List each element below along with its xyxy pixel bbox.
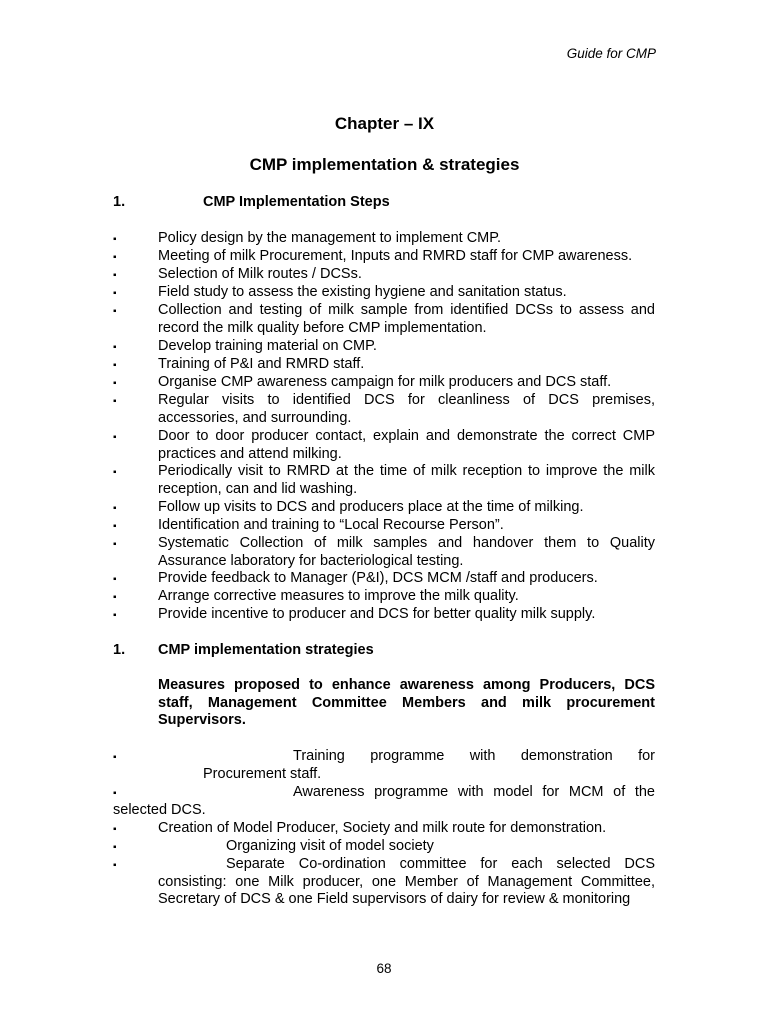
section-number: 1. [113,194,126,210]
bullet-icon: ▪ [113,503,117,514]
word: for [638,748,655,764]
word: demonstration [520,748,613,764]
bullet-icon: ▪ [113,378,117,389]
strategies-intro: Measures proposed to enhance awareness among Producers, DCS staff, Management Committee Members and milk procurement Supervisors. [158,677,655,729]
list-item: Arrange corrective measures to improve the milk quality. [158,588,519,604]
bullet-icon: ▪ [113,592,117,603]
section-title: CMP Implementation Steps [203,194,390,210]
bullet-icon: ▪ [113,788,117,799]
word: programme [370,748,445,764]
list-item: Periodically visit to RMRD at the time of milk reception to improve the milk reception, can and lid washing. [158,463,655,497]
list-item: Awareness programme with model for MCM of the [293,784,655,800]
page-number: 68 [376,961,392,976]
bullet-icon: ▪ [113,752,117,763]
list-item: Door to door producer contact, explain and demonstrate the correct CMP practices and attend milking. [158,428,655,462]
list-item: Field study to assess the existing hygiene and sanitation status. [158,284,567,300]
bullet-icon: ▪ [113,360,117,371]
list-item-continuation: Procurement staff. [203,766,322,782]
bullet-icon: ▪ [113,860,117,871]
list-item: Creation of Model Producer, Society and milk route for demonstration. [158,820,607,836]
list-item: Separate Co-ordination committee for each selected DCS consisting: one Milk producer, one Member of Management Committee, Secretary of DCS & one Field supervisors of dairy for review & monitoring [158,856,655,908]
bullet-icon: ▪ [113,574,117,585]
word: with [469,748,496,764]
bullet-icon: ▪ [113,270,117,281]
list-item-continuation: selected DCS. [113,802,206,818]
list-item: Provide feedback to Manager (P&I), DCS MCM /staff and producers. [158,570,598,586]
list-item: Organise CMP awareness campaign for milk producers and DCS staff. [158,374,612,390]
bullet-icon: ▪ [113,234,117,245]
bullet-icon: ▪ [113,432,117,443]
list-item: Develop training material on CMP. [158,338,377,354]
bullet-icon: ▪ [113,824,117,835]
bullet-icon: ▪ [113,521,117,532]
bullet-icon: ▪ [113,396,117,407]
chapter-title: Chapter – IX [334,114,435,133]
list-item: Identification and training to “Local Recourse Person”. [158,517,504,533]
word: Training [293,748,345,764]
list-item: Systematic Collection of milk samples and handover them to Quality Assurance laboratory for bacteriological testing. [158,535,655,569]
list-item: Selection of Milk routes / DCSs. [158,266,362,282]
list-item: Regular visits to identified DCS for cleanliness of DCS premises, accessories, and surrounding. [158,392,655,426]
bullet-icon: ▪ [113,306,117,317]
list-item: Follow up visits to DCS and producers place at the time of milking. [158,499,584,515]
bullet-icon: ▪ [113,610,117,621]
list-item: Collection and testing of milk sample from identified DCSs to assess and record the milk quality before CMP implementation. [158,302,655,336]
chapter-subtitle: CMP implementation & strategies [249,155,520,174]
section-title: CMP implementation strategies [158,642,374,658]
bullet-icon: ▪ [113,288,117,299]
bullet-icon: ▪ [113,252,117,263]
bullet-icon: ▪ [113,539,117,550]
section-number: 1. [113,642,126,658]
list-item: Organizing visit of model society [226,838,434,854]
list-item: Provide incentive to producer and DCS for better quality milk supply. [158,606,596,622]
bullet-icon: ▪ [113,342,117,353]
list-item: Training of P&I and RMRD staff. [158,356,365,372]
bullet-icon: ▪ [113,467,117,478]
list-item [293,748,655,764]
running-header: Guide for CMP [566,46,656,61]
list-item: Policy design by the management to implement CMP. [158,230,502,246]
bullet-icon: ▪ [113,842,117,853]
list-item: Meeting of milk Procurement, Inputs and RMRD staff for CMP awareness. [158,248,633,264]
